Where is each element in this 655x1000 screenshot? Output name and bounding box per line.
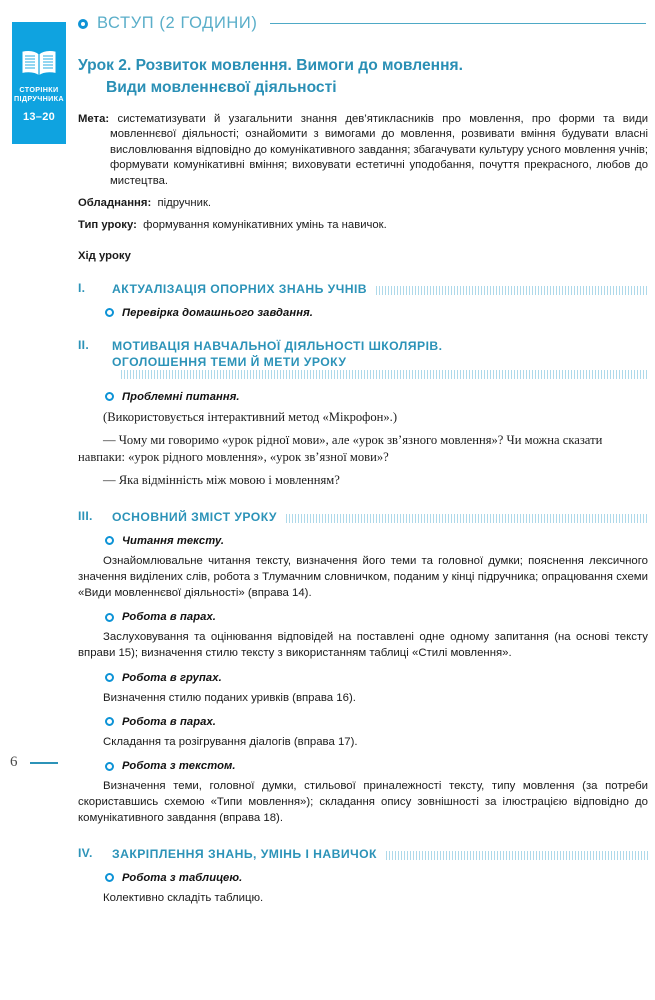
activity-label: Читання тексту. (122, 534, 225, 547)
ring-bullet-icon (105, 392, 114, 401)
textbook-pages-badge (12, 22, 66, 144)
section-number: II. (78, 337, 90, 352)
lesson-title (78, 55, 648, 99)
open-book-icon (19, 49, 59, 77)
ring-bullet-icon (105, 873, 114, 882)
section-hatch-rule (121, 370, 648, 379)
course-heading: Хід уроку (78, 249, 131, 262)
activity-paragraph: Ознайомлювальне читання тексту, визначення його теми та головної думки; пояснення лексичного значення виділених слів, робота з Тлумачним словничком, поданим у кінці підручника; опрацювання схеми «Види мовленнєвої діяльності» (вправа 14). (78, 554, 648, 600)
ring-bullet-icon (78, 19, 88, 29)
ring-bullet-icon (105, 536, 114, 545)
section-title-line1: АКТУАЛІЗАЦІЯ ОПОРНИХ ЗНАНЬ УЧНІВ (112, 281, 368, 296)
meta-goal (78, 112, 648, 189)
lesson-sections (78, 281, 648, 906)
activity-heading (105, 716, 648, 728)
activity-label: Робота в парах. (122, 715, 216, 728)
section-number: IV. (78, 845, 93, 860)
activity-heading (105, 535, 648, 547)
activity-label: Перевірка домашнього завдання. (122, 306, 313, 319)
meta-equipment (78, 196, 648, 211)
activity-heading (105, 872, 648, 884)
section-title-line1: ОСНОВНИЙ ЗМІСТ УРОКУ (112, 509, 277, 524)
activity-paragraph: — Яка відмінність між мовою і мовленням? (103, 473, 340, 488)
badge-caption-line2: ПІДРУЧНИКА (14, 93, 64, 103)
section-heading (78, 846, 648, 862)
activity-label: Робота в групах. (122, 671, 222, 684)
section-title-line2: ОГОЛОШЕННЯ ТЕМИ Й МЕТИ УРОКУ (112, 354, 347, 369)
activity-paragraph: Колективно складіть таблицю. (103, 891, 264, 904)
lesson-meta (78, 112, 648, 234)
activity-heading (105, 391, 648, 403)
meta-equipment-label: Обладнання: (78, 197, 152, 210)
activity-heading (105, 672, 648, 684)
meta-lesson-type-text: формування комунікативних умінь та навичок. (143, 219, 387, 232)
ring-bullet-icon (105, 762, 114, 771)
section-hatch-rule (386, 851, 648, 860)
activity-paragraph: Складання та розігрування діалогів (вправа 17). (103, 735, 358, 748)
section-number: I. (78, 280, 86, 295)
activity-heading (105, 760, 648, 772)
meta-goal-text: систематизувати й узагальнити знання дев’ятикласників про мовлення, про форми та види мовленнєвої діяльності; ознайомити з вимогами до мовлення, розвивати вміння будувати власні висловлювання відповідно до комунікативного завдання; збагачувати культуру усного мовлення учнів; формувати комунікативні вміння; виховувати естетичні уподобання, почуття прекрасного, любов до мистецтва. (110, 113, 648, 187)
activity-heading (105, 307, 648, 319)
page-content (78, 0, 648, 906)
section-hatch-rule (376, 286, 648, 295)
section-number: III. (78, 508, 93, 523)
page-folio (10, 754, 58, 771)
meta-equipment-text: підручник. (157, 197, 212, 210)
ring-bullet-icon (105, 613, 114, 622)
section-heading (78, 281, 648, 297)
meta-goal-label: Мета: (78, 113, 110, 125)
activity-paragraph: (Використовується інтерактивний метод «Мікрофон».) (103, 409, 398, 424)
badge-page-range: 13–20 (22, 111, 56, 124)
section-hatch-rule (286, 514, 648, 523)
running-head-rule (270, 23, 646, 25)
activity-label: Робота з текстом. (122, 760, 236, 773)
folio-rule (30, 762, 58, 764)
section-title-line1: ЗАКРІПЛЕННЯ ЗНАНЬ, УМІНЬ І НАВИЧОК (112, 846, 377, 861)
page-number: 6 (10, 754, 18, 770)
activity-label: Робота в парах. (122, 611, 216, 624)
activity-paragraph: Визначення теми, головної думки, стильової приналежності тексту, типу мовлення (за потреби скориставшись схемою «Типи мовлення»); складання опису зовнішності за ілюстрацією відповідно до комунікативного завдання (вправа 18). (78, 780, 648, 825)
meta-lesson-type-label: Тип уроку: (78, 219, 137, 232)
activity-paragraph: Заслуховування та оцінювання відповідей на поставлені одне одному запитання (на основі тексту вправи 15); визначення стилю тексту з використанням таблиці «Стилі мовлення». (78, 631, 648, 660)
ring-bullet-icon (105, 717, 114, 726)
meta-lesson-type (78, 218, 648, 233)
activity-label: Проблемні питання. (122, 390, 240, 403)
section-heading (78, 509, 648, 525)
lesson-title-line2: Види мовленнєвої діяльності (106, 79, 337, 96)
badge-caption-line1: СТОРІНКИ (19, 85, 59, 94)
running-head (78, 14, 648, 33)
activity-heading (105, 611, 648, 623)
section-heading (78, 338, 648, 381)
running-head-title: ВСТУП (2 ГОДИНИ) (97, 14, 258, 32)
activity-label: Робота з таблицею. (122, 871, 243, 884)
badge-caption (14, 86, 64, 103)
activity-paragraph: Визначення стилю поданих уривків (вправа 16). (103, 691, 356, 704)
ring-bullet-icon (105, 673, 114, 682)
section-title-line1: МОТИВАЦІЯ НАВЧАЛЬНОЇ ДІЯЛЬНОСТІ ШКОЛЯРІВ. (112, 338, 443, 353)
lesson-title-line1: Урок 2. Розвиток мовлення. Вимоги до мовлення. (78, 57, 463, 74)
ring-bullet-icon (105, 308, 114, 317)
activity-paragraph: — Чому ми говоримо «урок рідної мови», але «урок зв’язного мовлення»? Чи можна сказати навпаки: «урок рідного мовлення», «урок зв’язної мови»? (78, 433, 603, 465)
